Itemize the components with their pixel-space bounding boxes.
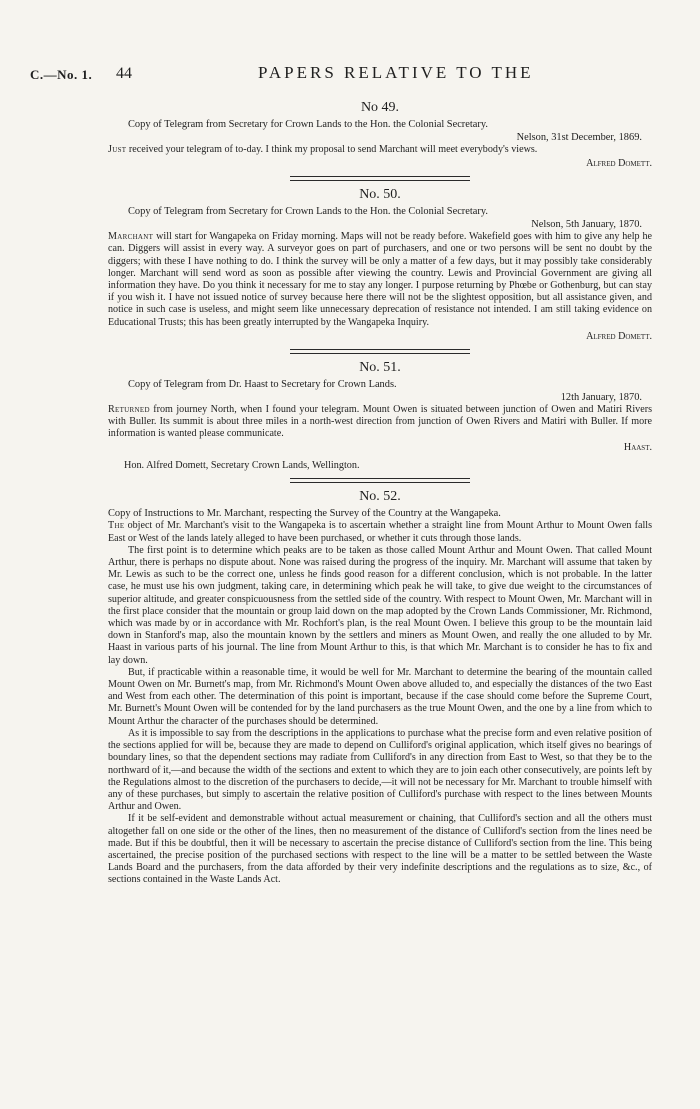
page-number: 44 bbox=[116, 65, 132, 82]
paragraph: The first point is to determine which peaks are to be taken as those called Mount Arthur and Mount Owen. That called Mount Arthur, there is perhaps no dispute about. None was raised during the progress of the inquiry. Mr. Marchant will assume that taken by Mr. Lewis as such to be the correct one, unless he finds good reason for a different conclusion, which is not probable. In the latter case, he must use his own judgment, taking care, in determining which peak he will take, to give due weight to the circumstances of superior altitude, and greater conspicuousness from the settled side of the country. With respect to Mount Owen, Mr. Marchant will in the first place consider that the mountain or group laid down on the map adopted by the Crown Lands Commissioner, Mr. Richmond, which was made by or in accordance with Mr. Rochfort's plan, is the real Mount Owen. I believe this group to be the mountain laid down in Stanford's map, also the mountain known by the settlers and miners as Mount Owen, and really the one alluded to by Mr. Haast in various parts of his journal. The line from Mount Arthur to this, is that which Mr. Marchant is to consider he has to fix and lay down. bbox=[108, 544, 652, 666]
signature: Haast. bbox=[623, 442, 652, 454]
lead-word: Just bbox=[108, 144, 127, 155]
paragraph bbox=[108, 520, 652, 544]
lead-word: Returned bbox=[108, 403, 150, 415]
lead-word: Marchant bbox=[108, 231, 154, 243]
section-number: No 49. bbox=[360, 100, 400, 115]
signature: Alfred Domett. bbox=[586, 158, 652, 170]
telegram-caption: Copy of Telegram from Dr. Haast to Secretary for Crown Lands. bbox=[128, 378, 397, 390]
place-date: 12th January, 1870. bbox=[560, 391, 642, 403]
place-date: Nelson, 31st December, 1869. bbox=[516, 132, 642, 143]
section-divider bbox=[290, 176, 470, 181]
telegram-caption: Copy of Telegram from Secretary for Crown Lands to the Hon. the Colonial Secretary. bbox=[128, 119, 488, 130]
section-number: No. 51. bbox=[359, 359, 401, 375]
telegram-body bbox=[108, 231, 652, 329]
body-text: received your telegram of to-day. I think my proposal to send Marchant will meet everybody's views. bbox=[128, 144, 538, 155]
section-divider bbox=[290, 349, 470, 354]
series-label: C.—No. 1. bbox=[30, 67, 93, 82]
section-no-49 bbox=[108, 100, 652, 170]
section-no-52 bbox=[108, 489, 652, 886]
addressee: Hon. Alfred Domett, Secretary Crown Lands, Wellington. bbox=[124, 460, 360, 472]
section-no-51 bbox=[108, 360, 652, 473]
telegram-caption: Copy of Telegram from Secretary for Crown Lands to the Hon. the Colonial Secretary. bbox=[128, 206, 488, 218]
section-no-50 bbox=[108, 187, 652, 343]
paragraph: If it be self-evident and demonstrable without actual measurement or chaining, that Culliford's section and all the others must altogether fall on one side or the other of the lines, then no measurement of the distance of Culliford's section from the lines need be made. But if this be doubtful, then it will be necessary to ascertain the precise distance of Culliford's section from the line. This being ascertained, the precise position of the purchased sections with respect to the line will be a matter to be settled between the Waste Lands Board and the purchasers, from the data afforded by their very indefinite descriptions and the regulations as to size, &c., of sections contained in the Waste Lands Act. bbox=[108, 813, 652, 886]
signature: Alfred Domett. bbox=[586, 330, 652, 342]
running-title: PAPERS RELATIVE TO THE bbox=[258, 63, 534, 82]
body-text: from journey North, when I found your telegram. Mount Owen is situated between junction of Owen and Matiri Rivers with Buller. Its summit is about three miles in a north-west direction from junction of Owen Rivers and Matiri with Buller. If more information is wanted please communicate. bbox=[108, 403, 652, 440]
section-number: No. 52. bbox=[359, 489, 401, 505]
instructions-caption: Copy of Instructions to Mr. Marchant, respecting the Survey of the Country at the Wangapeka. bbox=[108, 508, 501, 520]
paragraph-text: object of Mr. Marchant's visit to the Wangapeka is to ascertain whether a straight line from Mount Arthur to Mount Owen falls East or West of the lands lately alleged to have been purchased, or whether it cuts through those lands. bbox=[108, 520, 653, 544]
paragraph: But, if practicable within a reasonable time, it would be well for Mr. Marchant to determine the bearing of the mountain called Mount Owen on Mr. Burnett's map, from Mr. Richmond's Mount Owen above alluded to, and especially the distances of the two East and West from each other. The determination of this point is important, because if the case should come before the Supreme Court, Mr. Burnett's Mount Owen will be contended for by the land purchasers as the true Mount Owen, and the one by a line from which to Mount Arthur the character of the purchases should be determined. bbox=[108, 666, 652, 727]
lead-word: The bbox=[108, 520, 125, 532]
place-date: Nelson, 5th January, 1870. bbox=[531, 219, 642, 231]
running-head bbox=[0, 63, 700, 87]
paragraph: As it is impossible to say from the descriptions in the applications to purchase what the precise form and even relative position of the sections applied for will be, because they are made to depend on Culliford's original application, which itself gives no bearings of boundary lines, so that the dependent sections may radiate from Culliford's in any direction from East to West, so that they be to the northward of it,—and because the width of the sections and extent to which they are to join each other consecutively, are points left by the Regulations almost to the discretion of the purchasers to decide,—it will not be necessary for Mr. Marchant to trouble himself with any of these purchases, but simply to ascertain the relative position of Culliford's purchase with respect to the lines between Mounts Arthur and Owen. bbox=[108, 727, 652, 813]
section-number: No. 50. bbox=[359, 187, 401, 203]
body-text: will start for Wangapeka on Friday morning. Maps will not be ready before. Wakefield goes with him to give any help he can. Diggers will assist in every way. A surveyor goes on part of purchasers, and one or two persons will be sent no doubt by the diggers; with these I have nothing to do. I think the survey will be only a matter of a few days, but it may possibly take considerably longer. Marchant will send word as soon as possible after viewing the country. Lewis and Provincial Government are giving all information they have. Do you think it necessary for me to stay any longer. I purpose returning by Phœbe or Gothenburg, but can stay if you wish it. I have not issued notice of survey because here there will not be the slightest opposition, but all assistance given, and notice in such case is useless, and might seem like unnecessary deprecation of resistance not intended. I am still taking evidence on Educational Trusts; this has been greatly interrupted by the Wangapeka Inquiry. bbox=[108, 231, 652, 328]
telegram-body bbox=[108, 404, 652, 441]
telegram-body bbox=[108, 144, 652, 156]
section-divider bbox=[290, 478, 470, 483]
